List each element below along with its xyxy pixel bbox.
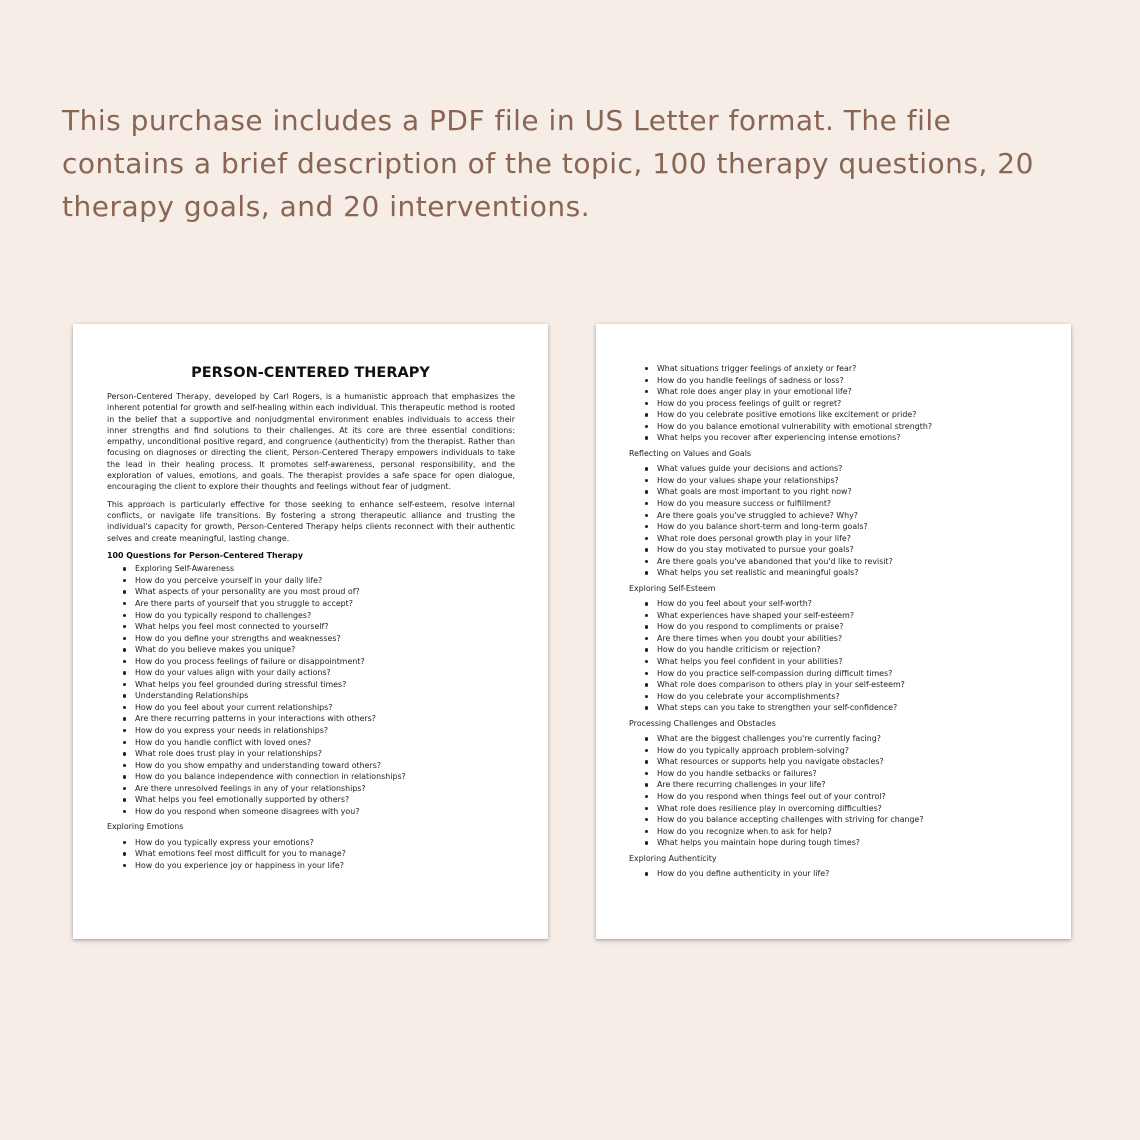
questions-heading: 100 Questions for Person-Centered Therapy bbox=[107, 550, 303, 560]
question-item: What goals are most important to you right now? bbox=[657, 486, 1049, 498]
question-item: How do you balance independence with connection in relationships? bbox=[135, 771, 515, 783]
question-item: What helps you feel grounded during stressful times? bbox=[135, 679, 515, 691]
question-item: What situations trigger feelings of anxiety or fear? bbox=[657, 363, 1049, 375]
question-item: What are the biggest challenges you're currently facing? bbox=[657, 733, 1049, 745]
question-item: What helps you maintain hope during tough times? bbox=[657, 837, 1049, 849]
question-item: What aspects of your personality are you most proud of? bbox=[135, 586, 515, 598]
question-item: What experiences have shaped your self-esteem? bbox=[657, 610, 1049, 622]
question-item: Are there unresolved feelings in any of your relationships? bbox=[135, 783, 515, 795]
question-item: What emotions feel most difficult for you to manage? bbox=[135, 848, 515, 860]
question-item: What role does comparison to others play in your self-esteem? bbox=[657, 679, 1049, 691]
question-item: How do you handle criticism or rejection? bbox=[657, 644, 1049, 656]
question-item: How do you respond when things feel out of your control? bbox=[657, 791, 1049, 803]
question-item: How do you process feelings of guilt or regret? bbox=[657, 398, 1049, 410]
question-item: How do you feel about your self-worth? bbox=[657, 598, 1049, 610]
question-item: How do you balance emotional vulnerability with emotional strength? bbox=[657, 421, 1049, 433]
section-title-authenticity: Exploring Authenticity bbox=[629, 853, 717, 863]
question-item: What helps you feel emotionally supported by others? bbox=[135, 794, 515, 806]
question-item: How do you experience joy or happiness in your life? bbox=[135, 860, 515, 872]
document-page-1 bbox=[73, 324, 548, 939]
question-item: How do you practice self-compassion during difficult times? bbox=[657, 668, 1049, 680]
question-item: How do you show empathy and understanding toward others? bbox=[135, 760, 515, 772]
section-title-emotions: Exploring Emotions bbox=[107, 822, 184, 832]
question-item: How do you perceive yourself in your daily life? bbox=[135, 575, 515, 587]
question-item: How do you stay motivated to pursue your goals? bbox=[657, 544, 1049, 556]
question-item: What helps you set realistic and meaningful goals? bbox=[657, 567, 1049, 579]
question-item: How do you define authenticity in your life? bbox=[657, 868, 1049, 880]
question-item: How do you feel about your current relationships? bbox=[135, 702, 515, 714]
question-item: How do you respond when someone disagrees with you? bbox=[135, 806, 515, 818]
product-description: This purchase includes a PDF file in US Letter format. The file contains a brief description of the topic, 100 therapy questions, 20 therapy goals, and 20 interventions. bbox=[62, 104, 1034, 223]
question-item: How do you define your strengths and weaknesses? bbox=[135, 633, 515, 645]
section-title-values: Reflecting on Values and Goals bbox=[629, 448, 752, 458]
question-item: How do you balance short-term and long-term goals? bbox=[657, 521, 1049, 533]
question-list bbox=[107, 837, 515, 872]
question-item: How do you celebrate your accomplishments? bbox=[657, 691, 1049, 703]
section-title-challenges: Processing Challenges and Obstacles bbox=[629, 718, 776, 728]
question-item: How do your values shape your relationships? bbox=[657, 475, 1049, 487]
question-item: What role does trust play in your relationships? bbox=[135, 748, 515, 760]
question-item: What helps you recover after experiencing intense emotions? bbox=[657, 432, 1049, 444]
question-list bbox=[629, 598, 1049, 713]
question-item: Are there parts of yourself that you struggle to accept? bbox=[135, 598, 515, 610]
question-item: How do you typically express your emotions? bbox=[135, 837, 515, 849]
question-list bbox=[107, 563, 515, 817]
question-item: Understanding Relationships bbox=[135, 690, 515, 702]
question-item: What role does anger play in your emotional life? bbox=[657, 386, 1049, 398]
question-item: How do you handle conflict with loved ones? bbox=[135, 737, 515, 749]
question-item: How do you recognize when to ask for help? bbox=[657, 826, 1049, 838]
question-item: How do you respond to compliments or praise? bbox=[657, 621, 1049, 633]
question-item: Are there times when you doubt your abilities? bbox=[657, 633, 1049, 645]
question-item: What do you believe makes you unique? bbox=[135, 644, 515, 656]
question-item: How do you handle feelings of sadness or loss? bbox=[657, 375, 1049, 387]
question-list bbox=[629, 733, 1049, 848]
question-item: Are there recurring patterns in your interactions with others? bbox=[135, 713, 515, 725]
document-title: PERSON-CENTERED THERAPY bbox=[191, 365, 430, 381]
question-item: How do your values align with your daily actions? bbox=[135, 667, 515, 679]
question-item: What role does resilience play in overcoming difficulties? bbox=[657, 803, 1049, 815]
document-page-2 bbox=[596, 324, 1071, 939]
document-body bbox=[629, 363, 1049, 880]
question-item: Are there recurring challenges in your life? bbox=[657, 779, 1049, 791]
question-list bbox=[629, 463, 1049, 578]
section-title-self-esteem: Exploring Self-Esteem bbox=[629, 583, 716, 593]
question-item: What values guide your decisions and actions? bbox=[657, 463, 1049, 475]
question-item: What helps you feel most connected to yourself? bbox=[135, 621, 515, 633]
question-list bbox=[629, 363, 1049, 444]
question-item: How do you celebrate positive emotions like excitement or pride? bbox=[657, 409, 1049, 421]
question-item: Are there goals you've abandoned that you'd like to revisit? bbox=[657, 556, 1049, 568]
question-item: What resources or supports help you navigate obstacles? bbox=[657, 756, 1049, 768]
question-item: Exploring Self-Awareness bbox=[135, 563, 515, 575]
question-item: What role does personal growth play in your life? bbox=[657, 533, 1049, 545]
question-item: How do you typically respond to challenges? bbox=[135, 610, 515, 622]
question-item: How do you process feelings of failure or disappointment? bbox=[135, 656, 515, 668]
question-item: How do you measure success or fulfillment? bbox=[657, 498, 1049, 510]
question-item: What steps can you take to strengthen your self-confidence? bbox=[657, 702, 1049, 714]
question-item: Are there goals you've struggled to achieve? Why? bbox=[657, 510, 1049, 522]
question-item: How do you typically approach problem-solving? bbox=[657, 745, 1049, 757]
question-item: How do you balance accepting challenges with striving for change? bbox=[657, 814, 1049, 826]
intro-paragraph-1: Person-Centered Therapy, developed by Carl Rogers, is a humanistic approach that emphasizes the inherent potential for growth and self-healing within each individual. This therapeutic method is rooted in the belief that a supportive and nonjudgmental environment enables individuals to access their inner strengths and find solutions to their challenges. At its core are three essential conditions: empathy, unconditional positive regard, and congruence (authenticity) from the therapist. Rather than focusing on diagnoses or directing the client, Person-Centered Therapy empowers individuals to take the lead in their healing process. It promotes self-awareness, personal responsibility, and the exploration of values, emotions, and goals. The therapist provides a safe space for open dialogue, encouraging the client to explore their thoughts and feelings without fear of judgment. bbox=[107, 392, 515, 492]
question-item: What helps you feel confident in your abilities? bbox=[657, 656, 1049, 668]
document-body bbox=[107, 391, 515, 872]
intro-paragraph-2: This approach is particularly effective for those seeking to enhance self-esteem, resolve internal conflicts, or navigate life transitions. By fostering a strong therapeutic alliance and trusting the individual's capacity for growth, Person-Centered Therapy helps clients reconnect with their authentic selves and create meaningful, lasting change. bbox=[107, 499, 515, 543]
question-item: How do you express your needs in relationships? bbox=[135, 725, 515, 737]
question-item: How do you handle setbacks or failures? bbox=[657, 768, 1049, 780]
question-list bbox=[629, 868, 1049, 880]
